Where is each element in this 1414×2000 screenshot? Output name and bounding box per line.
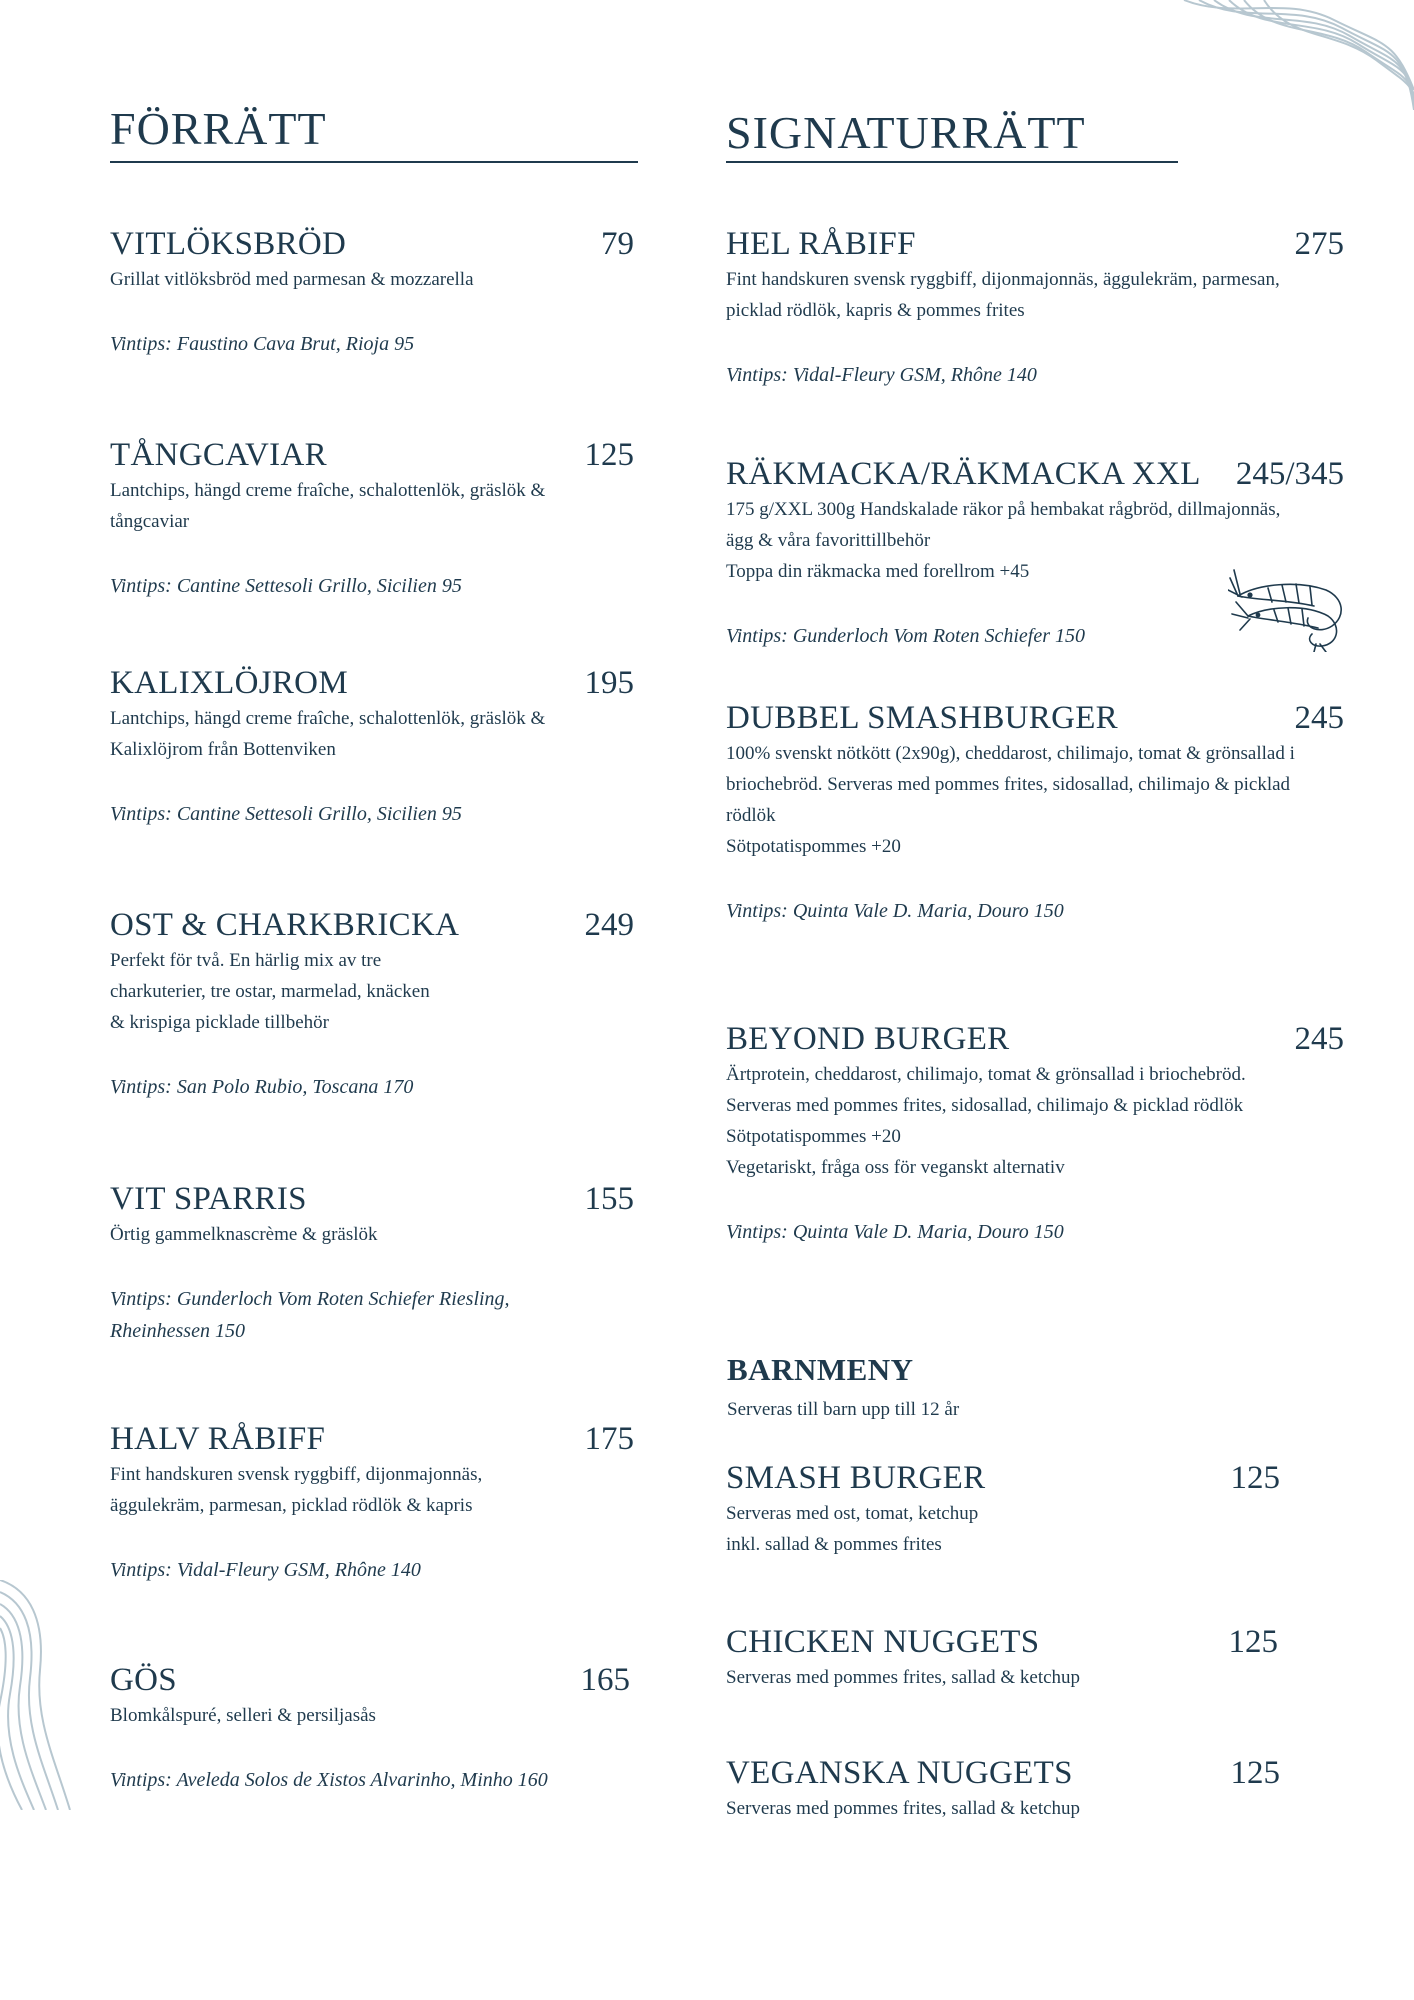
- menu-item-price: 245/345: [1235, 456, 1344, 492]
- wine-tip: Vintips: Vidal-Fleury GSM, Rhône 140: [110, 1559, 421, 1581]
- menu-item-name: OST & CHARKBRICKA: [110, 907, 460, 943]
- menu-item-price: 245: [1294, 1021, 1344, 1057]
- menu-item-description: Serveras med ost, tomat, ketchup inkl. sallad & pommes frites: [726, 1503, 979, 1555]
- menu-item-description: Blomkålspuré, selleri & persiljasås: [110, 1705, 376, 1726]
- starters-heading-rule: [110, 161, 638, 163]
- starters-heading: FÖRRÄTT: [110, 103, 327, 154]
- menu-item-price: 125: [1230, 1460, 1280, 1496]
- menu-item: [110, 435, 636, 602]
- menu-item-description: Lantchips, hängd creme fraîche, schalottenlök, gräslök & Kalixlöjrom från Bottenviken: [110, 708, 546, 760]
- menu-item-price: 79: [601, 226, 634, 262]
- menu-item: [726, 698, 1344, 927]
- menu-item-name: VEGANSKA NUGGETS: [726, 1755, 1073, 1791]
- menu-item-name: RÄKMACKA/RÄKMACKA XXL: [726, 456, 1201, 492]
- wine-tip: Vintips: Quinta Vale D. Maria, Douro 150: [726, 1221, 1064, 1243]
- menu-item: [726, 1019, 1344, 1248]
- wave-decoration-bottom-left: [0, 1580, 90, 1810]
- menu-item-price: 275: [1294, 226, 1344, 262]
- menu-item-description: Perfekt för två. En härlig mix av tre charkuterier, tre ostar, marmelad, knäcken & krispiga picklade tillbehör: [110, 950, 430, 1033]
- menu-item-description: Fint handskuren svensk ryggbiff, dijonmajonnäs, äggulekräm, parmesan, picklad rödlök, kapris & pommes frites: [726, 269, 1280, 321]
- menu-item-description: 100% svenskt nötkött (2x90g), cheddarost, chilimajo, tomat & grönsallad i briochebröd. Serveras med pommes frites, sidosallad, chilimajo & picklad rödlök Sötpotatispommes +20: [726, 743, 1295, 857]
- menu-item: [110, 1179, 636, 1347]
- menu-item-description: Serveras med pommes frites, sallad & ketchup: [726, 1798, 1081, 1819]
- menu-item: [726, 1458, 1280, 1560]
- menu-item: [726, 224, 1344, 391]
- menu-item-name: BEYOND BURGER: [726, 1021, 1010, 1057]
- menu-item-name: TÅNGCAVIAR: [110, 437, 327, 473]
- menu-item: [110, 1660, 636, 1796]
- wine-tip: Vintips: Aveleda Solos de Xistos Alvarinho, Minho 160: [110, 1769, 548, 1791]
- menu-item: [110, 224, 636, 360]
- menu-item-description: Fint handskuren svensk ryggbiff, dijonmajonnäs, äggulekräm, parmesan, picklad rödlök & kapris: [110, 1464, 483, 1516]
- menu-item-price: 165: [580, 1662, 630, 1698]
- menu-item-price: 249: [584, 907, 634, 943]
- menu-item-price: 125: [1228, 1624, 1278, 1660]
- menu-item-name: HEL RÅBIFF: [726, 226, 916, 262]
- menu-item-description: 175 g/XXL 300g Handskalade räkor på hembakat rågbröd, dillmajonnäs, ägg & våra favorittillbehör Toppa din räkmacka med forellrom +45: [726, 499, 1281, 582]
- menu-item: [110, 905, 636, 1103]
- menu-item-description: Serveras med pommes frites, sallad & ketchup: [726, 1667, 1081, 1688]
- signature-heading-rule: [726, 161, 1178, 163]
- menu-item: [110, 663, 636, 830]
- menu-item-name: DUBBEL SMASHBURGER: [726, 700, 1118, 736]
- menu-item-price: 175: [584, 1421, 634, 1457]
- menu-item-price: 245: [1294, 700, 1344, 736]
- menu-item-description: Örtig gammelknascrème & gräslök: [110, 1224, 378, 1245]
- menu-item: [726, 1622, 1278, 1693]
- signature-heading: SIGNATURRÄTT: [726, 107, 1086, 158]
- wine-tip: Vintips: Cantine Settesoli Grillo, Sicilien 95: [110, 803, 462, 825]
- wine-tip: Vintips: San Polo Rubio, Toscana 170: [110, 1076, 414, 1098]
- menu-item-name: KALIXLÖJROM: [110, 665, 348, 701]
- wine-tip: Vintips: Gunderloch Vom Roten Schiefer Riesling, Rheinhessen 150: [110, 1288, 510, 1342]
- kids-menu-title: BARNMENY: [727, 1352, 914, 1387]
- menu-item-price: 125: [584, 437, 634, 473]
- wine-tip: Vintips: Faustino Cava Brut, Rioja 95: [110, 333, 415, 355]
- menu-item: [726, 1753, 1280, 1824]
- menu-item-price: 125: [1230, 1755, 1280, 1791]
- menu-item-name: HALV RÅBIFF: [110, 1421, 326, 1457]
- menu-item-name: VIT SPARRIS: [110, 1181, 307, 1217]
- wine-tip: Vintips: Gunderloch Vom Roten Schiefer 150: [726, 625, 1086, 647]
- shrimp-illustration-icon: [1228, 556, 1350, 652]
- wine-tip: Vintips: Vidal-Fleury GSM, Rhône 140: [726, 364, 1037, 386]
- wine-tip: Vintips: Cantine Settesoli Grillo, Sicilien 95: [110, 575, 462, 597]
- wave-decoration-top-right: [1114, 0, 1414, 110]
- menu-item-name: CHICKEN NUGGETS: [726, 1624, 1040, 1660]
- menu-item: [110, 1419, 636, 1586]
- menu-item-description: Grillat vitlöksbröd med parmesan & mozzarella: [110, 269, 474, 290]
- menu-item-name: GÖS: [110, 1662, 177, 1698]
- menu-item-price: 195: [584, 665, 634, 701]
- menu-item-price: 155: [584, 1181, 634, 1217]
- wine-tip: Vintips: Quinta Vale D. Maria, Douro 150: [726, 900, 1064, 922]
- kids-menu-subtitle: Serveras till barn upp till 12 år: [727, 1399, 960, 1420]
- menu-item-name: SMASH BURGER: [726, 1460, 986, 1496]
- menu-item-description: Ärtprotein, cheddarost, chilimajo, tomat & grönsallad i briochebröd. Serveras med pommes frites, sidosallad, chilimajo & picklad rödlök Sötpotatispommes +20 Vegetariskt, fråga oss för veganskt alternativ: [726, 1064, 1246, 1178]
- menu-item-name: VITLÖKSBRÖD: [110, 226, 347, 262]
- menu-item-description: Lantchips, hängd creme fraîche, schalottenlök, gräslök & tångcaviar: [110, 480, 546, 532]
